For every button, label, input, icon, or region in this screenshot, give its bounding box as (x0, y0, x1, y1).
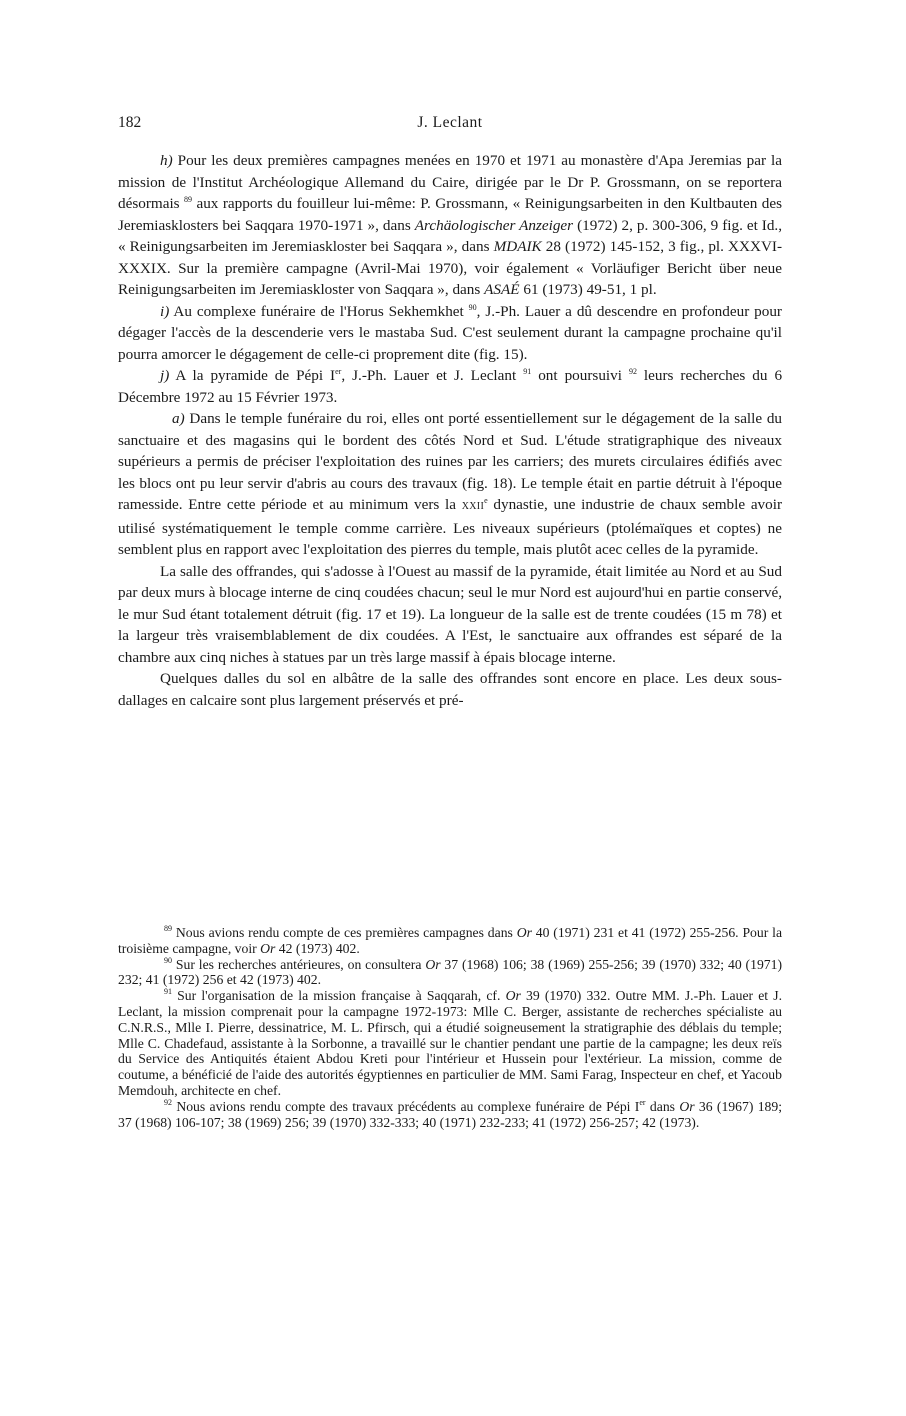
text-run: , J.-Ph. Lauer et J. Leclant (341, 367, 517, 384)
footnote-number: 89 (164, 924, 172, 933)
footnote-89 (118, 925, 782, 957)
main-text (118, 150, 782, 711)
text-run: ont poursuivi (538, 367, 622, 384)
item-label: h) (160, 152, 173, 169)
item-label: a) (172, 410, 185, 427)
text-run: 28 (1972) 145-152, 3 fig., pl. XXXVI-XXXIX. Sur la première campagne (Avril-Mai 1970), voir également « Vorläufiger Bericht über neue Reinigungsarbeiten im Jeremiaskloster von Saqqara », dans (118, 238, 783, 298)
paragraph-a (118, 408, 782, 561)
footnote-number: 92 (164, 1097, 172, 1107)
text-run: dynastie, une industrie de chaux semble avoir utilisé systématiquement le temple comme carrière. Les niveaux supérieurs (ptolémaïques et coptes) ne semblent plus en rapport avec l'exploitation des pierres du temple, mais plutôt acec celles de la pyramide. (118, 496, 783, 558)
running-head: J. Leclant (417, 114, 483, 131)
journal-title: MDAIK (493, 238, 542, 255)
paragraph-j (118, 365, 782, 408)
superscript: er (335, 367, 342, 376)
journal-title: Archäologischer Anzeiger (414, 216, 574, 234)
text-run: A la pyramide de Pépi I (175, 367, 336, 384)
paragraph-alabaster: Quelques dalles du sol en albâtre de la salle des offrandes sont encore en place. Les deux sous-dallages en calcaire sont plus largement préservés et pré- (118, 670, 782, 709)
footnote-92 (118, 1099, 782, 1131)
superscript: e (484, 496, 488, 505)
footnote-ref[interactable]: 90 (468, 302, 477, 312)
text-run: 42 (1973) 402. (278, 940, 360, 956)
paragraph-i (118, 301, 782, 366)
journal-title: Or (260, 940, 276, 956)
footnote-number: 90 (164, 955, 172, 965)
text-run: Sur les recherches antérieures, on consultera (175, 956, 422, 972)
paragraph-h (118, 150, 782, 301)
text-run: 40 (1971) 231 et 41 (1972) 255-256. Pour la troisième campagne, voir (118, 925, 783, 956)
footnote-90 (118, 957, 782, 989)
text-run: 39 (1970) 332. Outre MM. J.-Ph. Lauer et J. Leclant, la mission comprenait pour la campagne 1972-1973: Mlle C. Berger, assistante de recherches spécialiste au C.N.R.S., Mlle I. Pierre, dessinatrice, M. L. Pfirsch, qui a étudié soigneusement la stratigraphie des déblais du temple; Mlle C. Chadefaud, assistante à la Sorbonne, a travaillé sur le chantier pendant une partie de la campagne; les deux reïs du Service des Antiquités étaient Abdou Kreti pour l'intérieur et Hussein pour l'extérieur. La mission, comme de coutume, a bénéficié de l'aide des autorités égyptiennes en particulier de MM. Sami Farag, Inspecteur en chef, et Yacoub Memdouh, architecte en chef. (118, 988, 783, 1098)
footnote-91 (118, 988, 782, 1099)
text-run: Dans le temple funéraire du roi, elles ont porté essentiellement sur le dégagement de la salle du sanctuaire et des magasins qui le bordent des côtés Nord et Sud. L'étude stratigraphique des niveaux supérieurs a permis de préciser l'exploitation des ruines par les carriers; des murets circulaires édifiés avec les blocs ont pu leur servir d'abris au cours des travaux (fig. 18). Le temple était en partie détruit à l'époque ramesside. Entre cette période et au minimum vers la (118, 410, 783, 513)
item-label: i) (160, 302, 170, 320)
journal-title: Or (425, 956, 441, 972)
journal-title: ASAÉ (484, 281, 520, 298)
text-run: leurs recherches du 6 Décembre 1972 au 15 Février 1973. (118, 367, 783, 406)
text-run: Sur l'organisation de la mission française à Saqqarah, cf. (177, 988, 501, 1004)
journal-title: Or (516, 925, 532, 940)
text-run: Nous avions rendu compte des travaux précédents au complexe funéraire de Pépi I (176, 1098, 640, 1114)
text-run: Nous avions rendu compte de ces premières campagnes dans (175, 925, 513, 940)
text-run: aux rapports du fouilleur lui-même: P. Grossmann, « Reinigungsarbeiten in den Kultbauten des Jeremiasklosters bei Saqqara 1970-1971 », dans (118, 195, 783, 234)
footnote-ref[interactable]: 91 (523, 367, 532, 376)
text-run: (1972) 2, p. 300-306, 9 fig. et Id., « Reinigungsarbeiten im Jeremiaskloster bei Saqqara », dans (118, 216, 783, 255)
text-run: Pour les deux premières campagnes menées en 1970 et 1971 au monastère d'Apa Jeremias par la mission de l'Institut Archéologique Allemand du Caire, dirigée par le Dr P. Grossmann, on se reportera désormais (118, 152, 782, 212)
page-header (118, 114, 782, 136)
text-run: 61 (1973) 49-51, 1 pl. (523, 281, 657, 298)
journal-title: Or (505, 988, 521, 1004)
item-label: j) (160, 367, 170, 384)
text-run: dans (649, 1098, 676, 1114)
footnotes (118, 925, 782, 1130)
text-run: , J.-Ph. Lauer a dû descendre en profondeur pour dégager l'accès de la descenderie vers le mastaba Sud. C'est seulement durant la campagne prochaine qu'il pourra amorcer le dégagement de celle-ci proprement dite (fig. 15). (118, 302, 782, 363)
journal-title: Or (679, 1098, 695, 1114)
text-run: 37 (1968) 106; 38 (1969) 255-256; 39 (1970) 332; 40 (1971) 232; 41 (1972) 256 et 42 (1973) 402. (118, 956, 783, 988)
text-run: 36 (1967) 189; 37 (1968) 106-107; 38 (1969) 256; 39 (1970) 332-333; 40 (1971) 232-233; 41 (1972) 256-257; 42 (1973). (118, 1098, 783, 1130)
page-number: 182 (118, 114, 142, 131)
text-run: Au complexe funéraire de l'Horus Sekhemkhet (173, 302, 464, 320)
footnote-ref[interactable]: 89 (184, 195, 193, 204)
superscript: er (639, 1097, 646, 1107)
paragraph-offering-hall: La salle des offrandes, qui s'adosse à l'Ouest au massif de la pyramide, était limitée au Nord et au Sud par deux murs à blocage interne de cinq coudées chacun; seul le mur Nord est aujourd'hui en partie conservé, le mur Sud étant totalement détruit (fig. 17 et 19). La longueur de la salle est de trente coudées (15 m 78) et la largeur très vraisemblablement de dix coudées. A l'Est, le sanctuaire aux offrandes est séparé de la chambre aux cinq niches à statues par un très large massif à épais blocage interne. (118, 562, 782, 666)
footnote-number: 91 (164, 987, 172, 997)
dynasty-numeral: XXII (461, 501, 485, 512)
footnote-ref[interactable]: 92 (628, 367, 637, 376)
